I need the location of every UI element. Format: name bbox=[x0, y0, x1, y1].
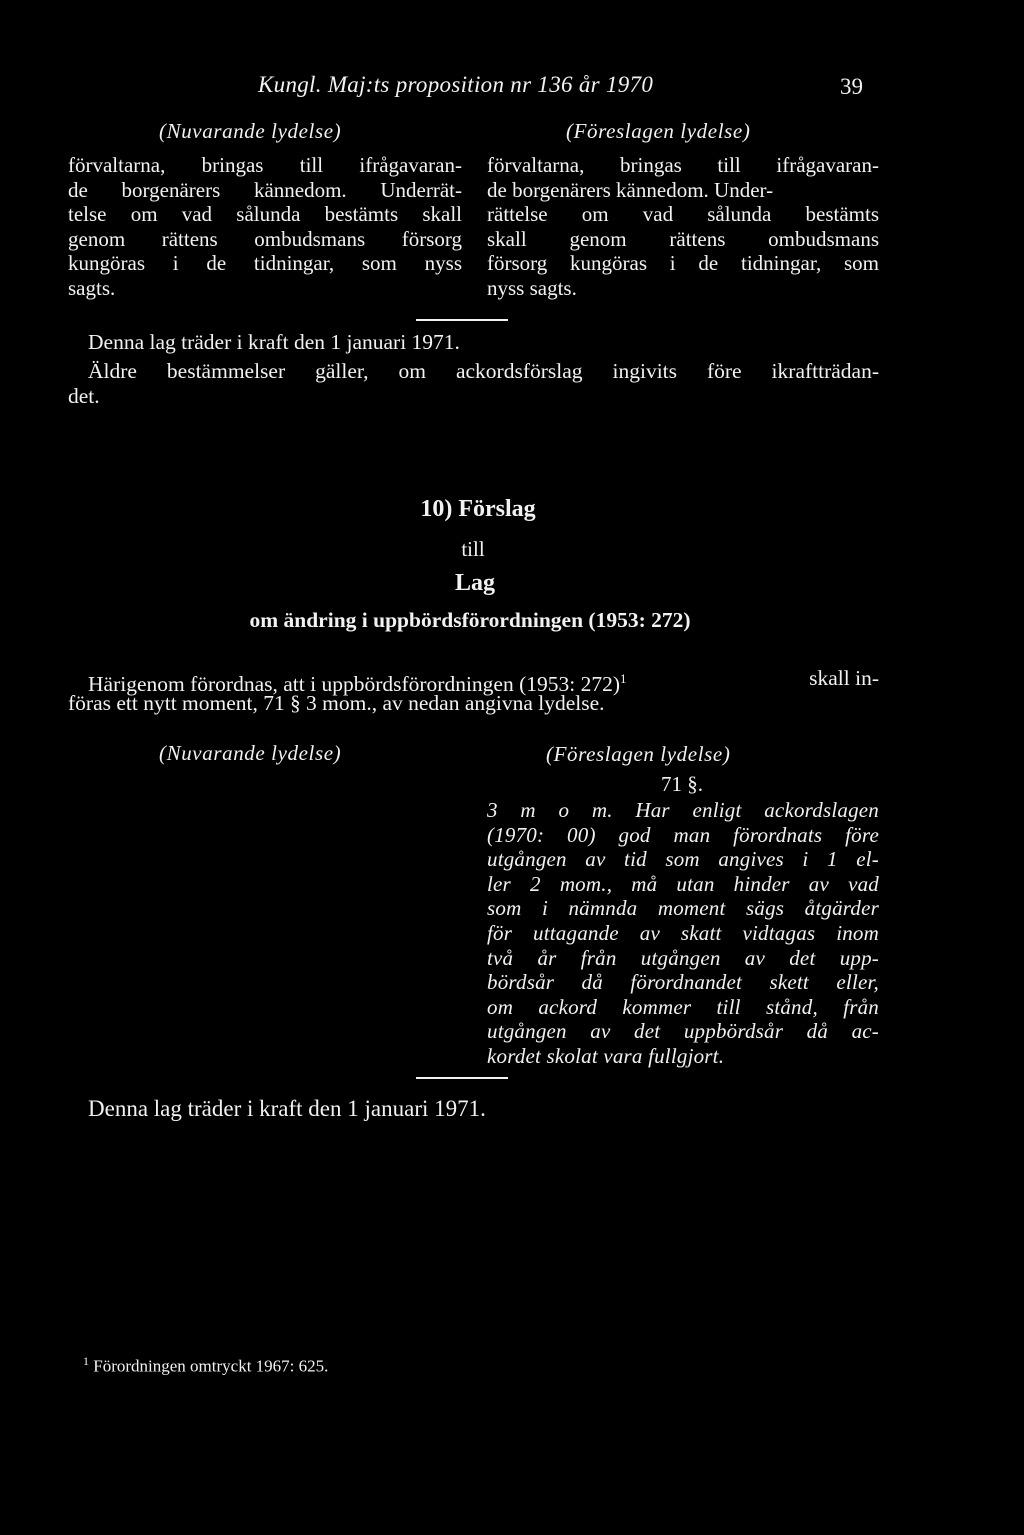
footnote-text: Förordningen omtryckt 1967: 625. bbox=[93, 1356, 329, 1376]
intro-text: skall in- bbox=[809, 666, 879, 690]
text-line: nyss sagts. bbox=[487, 275, 577, 300]
right-column-heading: (Föreslagen lydelse) bbox=[546, 742, 731, 766]
text-line: bördsår då förordnandet skett eller, bbox=[487, 970, 879, 995]
effective-date-text: Denna lag träder i kraft den 1 januari 1971. bbox=[88, 330, 460, 354]
text-line: kordet skolat vara fullgjort. bbox=[487, 1043, 725, 1068]
text-line: ler 2 mom., må utan hinder av vad bbox=[487, 871, 879, 896]
proposed-text bbox=[487, 798, 879, 1069]
left-column-text bbox=[68, 153, 462, 301]
intro-text: 3 mom., av nedan angivna lydelse. bbox=[300, 691, 605, 715]
text-line: utgången av tid som angives i 1 el- bbox=[487, 847, 879, 872]
intro-line-2 bbox=[68, 691, 605, 716]
text-line: kungöras i de tidningar, som nyss bbox=[68, 251, 462, 276]
law-subject: om ändring i uppbördsförordningen (1953: 272) bbox=[249, 608, 691, 632]
text-line: förvaltarna, bringas till ifrågavaran- bbox=[487, 153, 879, 177]
text-line: för uttagande av skatt vidtagas inom bbox=[487, 920, 879, 945]
proposal-number-title: 10) Förslag bbox=[420, 496, 536, 522]
text-line: rättelse om vad sålunda bestämts bbox=[487, 202, 879, 227]
separator-rule bbox=[416, 1077, 508, 1079]
effective-date-text: Denna lag träder i kraft den 1 januari 1971. bbox=[88, 1096, 486, 1121]
transition-text-line: Äldre bestämmelser gäller, om ackordsförslag ingivits före ikraftträdan- bbox=[88, 359, 879, 383]
text-line: telse om vad sålunda bestämts skall bbox=[68, 202, 462, 227]
section-symbol: § bbox=[290, 691, 301, 715]
text-line: 3 m o m. Har enligt ackordslagen bbox=[487, 798, 879, 822]
paragraph-label: 71 §. bbox=[661, 772, 703, 796]
text-line: de borgenärers kännedom. Underrät- bbox=[68, 177, 462, 202]
separator-rule bbox=[416, 319, 508, 321]
right-column-heading: (Föreslagen lydelse) bbox=[566, 119, 751, 143]
text-line: (1970: 00) god man förordnats före bbox=[487, 822, 879, 847]
text-line: genom rättens ombudsmans försorg bbox=[68, 226, 462, 251]
transition-text-line: det. bbox=[68, 384, 100, 408]
running-title: Kungl. Maj:ts proposition nr 136 år 1970 bbox=[258, 72, 654, 97]
left-column-heading: (Nuvarande lydelse) bbox=[159, 741, 342, 765]
text-line: utgången av det uppbördsår då ac- bbox=[487, 1019, 879, 1044]
text-line: försorg kungöras i de tidningar, som bbox=[487, 251, 879, 276]
text-line: två år från utgången av det upp- bbox=[487, 945, 879, 970]
text-line: skall genom rättens ombudsmans bbox=[487, 226, 879, 251]
text-line: sagts. bbox=[68, 275, 116, 300]
right-column-text bbox=[487, 153, 879, 301]
intro-text: föras ett nytt moment, 71 bbox=[68, 691, 291, 715]
footnote-marker: 1 bbox=[83, 1354, 89, 1368]
law-title: Lag bbox=[454, 570, 495, 596]
text-line: som i nämnda moment sägs åtgärder bbox=[487, 896, 879, 921]
page-number: 39 bbox=[840, 74, 863, 99]
footnote bbox=[83, 1354, 328, 1377]
text-line: om ackord kommer till stånd, från bbox=[487, 994, 879, 1019]
intro-text: Härigenom förordnas, att i uppbördsförordningen (1953: 272) bbox=[88, 672, 621, 697]
text-line: de borgenärers kännedom. Under- bbox=[487, 177, 774, 202]
proposal-till: till bbox=[461, 537, 485, 561]
left-column-heading: (Nuvarande lydelse) bbox=[159, 119, 342, 143]
footnote-reference: 1 bbox=[620, 671, 627, 686]
text-line: förvaltarna, bringas till ifrågavaran- bbox=[68, 153, 462, 177]
